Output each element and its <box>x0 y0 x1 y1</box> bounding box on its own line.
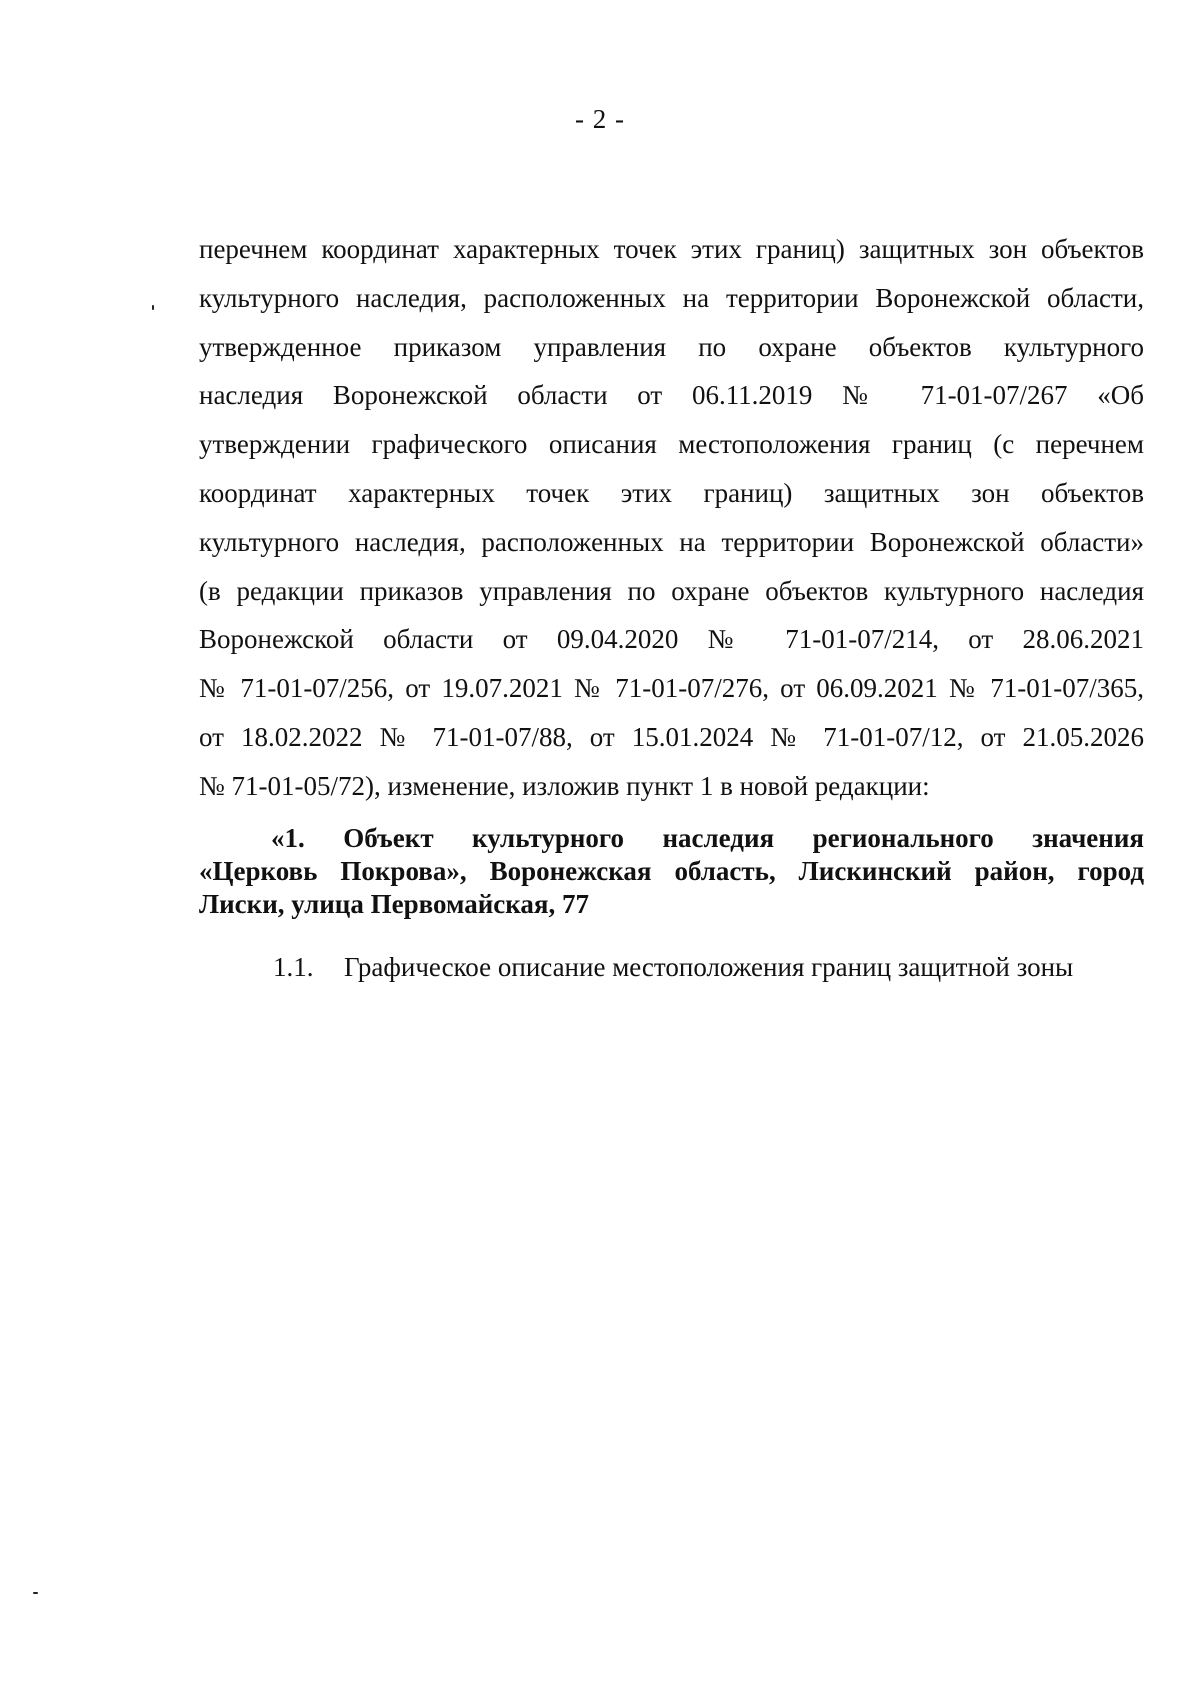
heading-line: «Церковь Покрова», Воронежская область, Лискинский район, город <box>199 856 1144 886</box>
body-line: наследия Воронежской области от 06.11.2019 № 71-01-07/267 «Об <box>199 380 1144 411</box>
body-line: утверждении графического описания местоположения границ (с перечнем <box>199 429 1144 460</box>
body-line: № 71-01-05/72), изменение, изложив пункт 1 в новой редакции: <box>199 770 930 801</box>
scan-speck <box>152 305 154 310</box>
body-line: культурного наследия, расположенных на территории Воронежской области, <box>199 282 1144 313</box>
heading-line: Лиски, улица Первомайская, 77 <box>199 889 589 919</box>
subsection-number: 1.1. <box>273 952 314 982</box>
body-line: № 71-01-07/256, от 19.07.2021 № 71-01-07/276, от 06.09.2021 № 71-01-07/365, <box>199 673 1144 704</box>
body-line: перечнем координат характерных точек этих границ) защитных зон объектов <box>199 234 1144 264</box>
body-line: от 18.02.2022 № 71-01-07/88, от 15.01.2024 № 71-01-07/12, от 21.05.2026 <box>199 721 1144 752</box>
page-number: - 2 - <box>575 104 625 134</box>
scan-speck <box>33 1592 38 1594</box>
heading-line: «1. Объект культурного наследия регионального значения <box>271 823 1144 853</box>
body-line: утвержденное приказом управления по охране объектов культурного <box>199 331 1144 362</box>
body-line: координат характерных точек этих границ) защитных зон объектов <box>199 477 1144 508</box>
subsection-text: Графическое описание местоположения границ защитной зоны <box>344 952 1074 982</box>
subsection-title <box>273 952 1073 983</box>
body-paragraph <box>199 225 1144 811</box>
section-heading <box>199 822 1144 921</box>
body-line: Воронежской области от 09.04.2020 № 71-01-07/214, от 28.06.2021 <box>199 624 1144 655</box>
body-line: культурного наследия, расположенных на территории Воронежской области» <box>199 526 1144 557</box>
body-line: (в редакции приказов управления по охране объектов культурного наследия <box>199 575 1144 606</box>
